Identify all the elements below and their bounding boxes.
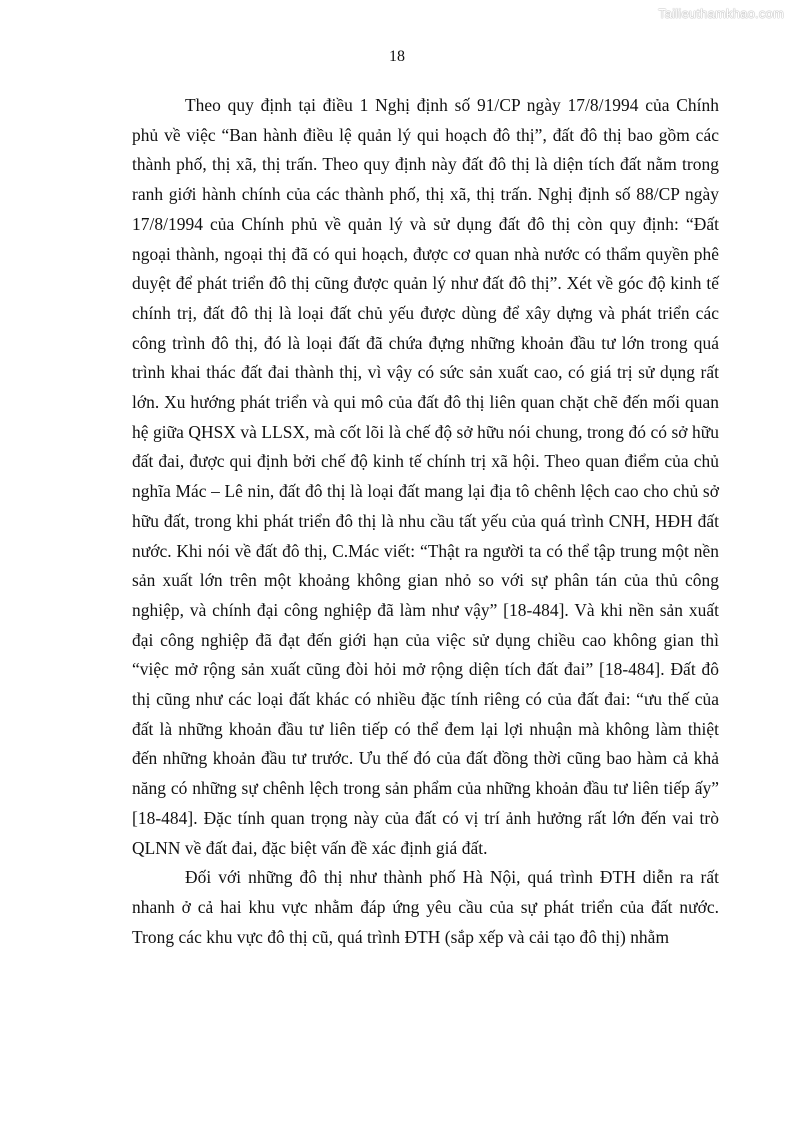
document-body: [132, 91, 719, 952]
page-number: 18: [389, 48, 405, 65]
paragraph-2: Đối với những đô thị như thành phố Hà Nội, quá trình ĐTH diễn ra rất nhanh ở cả hai khu vực nhằm đáp ứng yêu cầu của sự phát triển của đất nước. Trong các khu vực đô thị cũ, quá trình ĐTH (sắp xếp và cải tạo đô thị) nhằm: [132, 867, 719, 947]
watermark: Tailieuthamkhao.com: [658, 6, 784, 21]
paragraph-1: Theo quy định tại điều 1 Nghị định số 91/CP ngày 17/8/1994 của Chính phủ về việc “Ban hành điều lệ quản lý qui hoạch đô thị”, đất đô thị bao gồm các thành phố, thị xã, thị trấn. Theo quy định này đất đô thị là diện tích đất nằm trong ranh giới hành chính của các thành phố, thị xã, thị trấn. Nghị định số 88/CP ngày 17/8/1994 của Chính phủ về quản lý và sử dụng đất đô thị còn quy định: “Đất ngoại thành, ngoại thị đã có qui hoạch, được cơ quan nhà nước có thẩm quyền phê duyệt để phát triển đô thị cũng được quản lý như đất đô thị”. Xét về góc độ kinh tế chính trị, đất đô thị là loại đất chủ yếu được dùng để xây dựng và phát triển các công trình đô thị, đó là loại đất đã chứa đựng những khoản đầu tư lớn trong quá trình khai thác đất đai thành thị, vì vậy có sức sản xuất cao, có giá trị sử dụng rất lớn. Xu hướng phát triển và qui mô của đất đô thị liên quan chặt chẽ đến mối quan hệ giữa QHSX và LLSX, mà cốt lõi là chế độ sở hữu nói chung, trong đó có sở hữu đất đai, được qui định bởi chế độ kinh tế chính trị xã hội. Theo quan điểm của chủ nghĩa Mác – Lê nin, đất đô thị là loại đất mang lại địa tô chênh lệch cao cho chủ sở hữu đất, trong khi phát triển đô thị là nhu cầu tất yếu của quá trình CNH, HĐH đất nước. Khi nói về đất đô thị, C.Mác viết: “Thật ra người ta có thể tập trung một nền sản xuất lớn trên một khoảng không gian nhỏ so với sự phân tán của thủ công nghiệp, và chính đại công nghiệp đã làm như vậy” [18-484]. Và khi nền sản xuất đại công nghiệp đã đạt đến giới hạn của việc sử dụng chiều cao không gian thì “việc mở rộng sản xuất cũng đòi hỏi mở rộng diện tích đất đai” [18-484]. Đất đô thị cũng như các loại đất khác có nhiều đặc tính riêng có của đất đai: “ưu thế của đất là những khoản đầu tư liên tiếp có thể đem lại lợi nhuận mà không làm thiệt đến những khoản đầu tư trước. Ưu thế đó của đất đồng thời cũng bao hàm cả khả năng có những sự chênh lệch trong sản phẩm của những khoản đầu tư liên tiếp ấy” [18-484]. Đặc tính quan trọng này của đất có vị trí ảnh hưởng rất lớn đến vai trò QLNN về đất đai, đặc biệt vấn đề xác định giá đất.: [132, 95, 719, 858]
